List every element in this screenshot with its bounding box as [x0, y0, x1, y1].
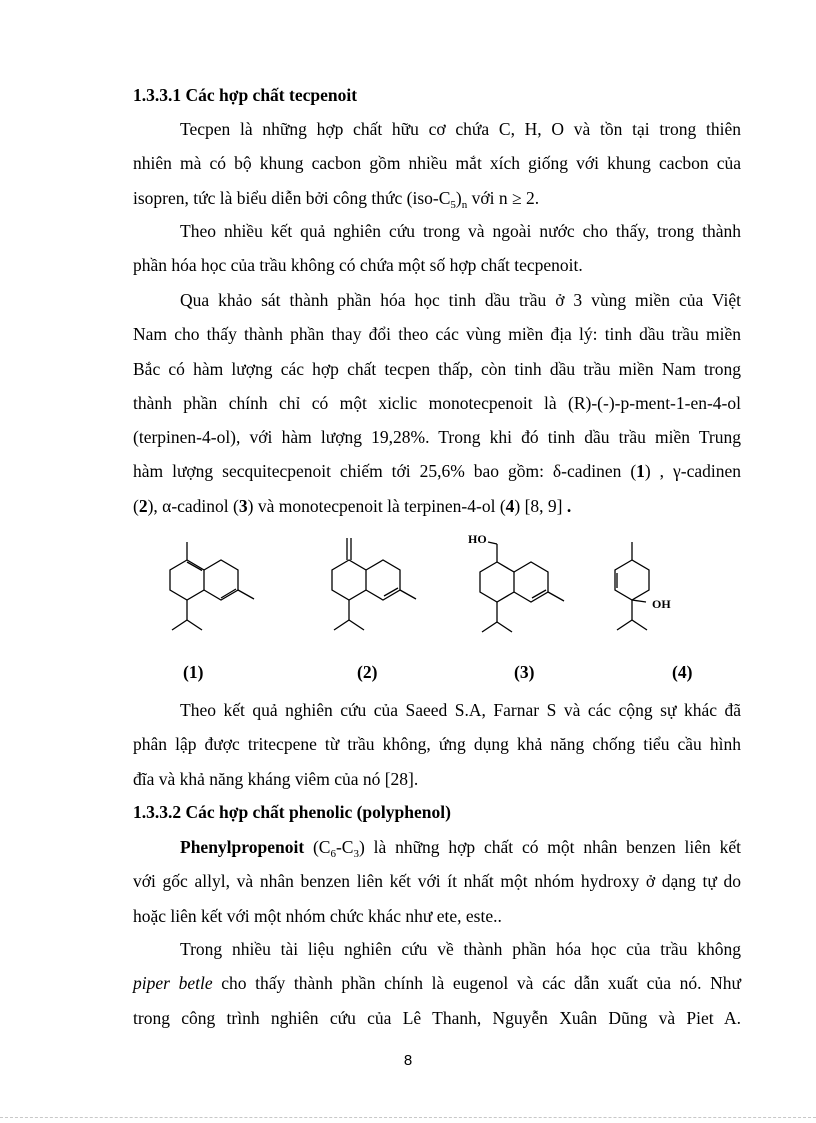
- paragraph-tritecpene: [133, 693, 741, 796]
- text-line: đĩa và khả năng kháng viêm của nó [28].: [133, 768, 419, 789]
- text-line: phần hóa học của trầu không có chứa một số hợp chất tecpenoit.: [133, 255, 583, 276]
- text-line: trong công trình nghiên cứu của Lê Thanh, Nguyễn Xuân Dũng và Piet A.: [133, 1007, 741, 1028]
- text-line: phân lập được tritecpene từ trầu không, ứng dụng khả năng chống tiểu cầu hình: [133, 734, 741, 755]
- text-line: hoặc liên kết với một nhóm chức khác như ete, este..: [133, 905, 502, 926]
- structure-labels: [0, 662, 816, 690]
- section-heading-tecpenoit: 1.3.3.1 Các hợp chất tecpenoit: [133, 85, 358, 105]
- text-line: Theo nhiều kết quả nghiên cứu trong và ngoài nước cho thấy, trong thành: [180, 221, 741, 241]
- text-line: thành phần chính chỉ có một xiclic monotecpenoit là (R)-(-)-p-ment-1-en-4-ol: [133, 392, 741, 413]
- text-line: Theo kết quả nghiên cứu của Saeed S.A, Farnar S và các cộng sự khác đã: [180, 700, 741, 720]
- structure-label: (3): [514, 662, 535, 682]
- text-line: hàm lượng secquitecpenoit chiếm tới 25,6% bao gồm: δ-cadinen (1) , γ-cadinen: [133, 461, 741, 482]
- structure-terpinen-4-ol: [615, 542, 649, 630]
- text-line: piper betle cho thấy thành phần chính là eugenol và các dẫn xuất của nó. Như: [133, 973, 741, 994]
- page-bottom-divider: [0, 1117, 816, 1118]
- paragraph-essential-oil-survey: [133, 283, 741, 523]
- ho-label: HO: [468, 532, 487, 546]
- text-line: Nam cho thấy thành phần thay đổi theo các vùng miền địa lý: tinh dầu trầu miền: [133, 324, 741, 345]
- chemical-structures-figure: [150, 522, 710, 657]
- text-line: Bắc có hàm lượng các hợp chất tecpen thấp, còn tinh dầu trầu miền Nam trong: [133, 358, 741, 379]
- text-line: (terpinen-4-ol), với hàm lượng 19,28%. Trong khi đó tinh dầu trầu miền Trung: [133, 427, 741, 448]
- text-line: Qua khảo sát thành phần hóa học tinh dầu trầu ở 3 vùng miền của Việt: [180, 290, 741, 310]
- section-heading-phenolic: 1.3.3.2 Các hợp chất phenolic (polyphenol): [133, 802, 451, 822]
- text-line: nhiên mà có bộ khung cacbon gồm nhiều mắt xích giống với khung cacbon của: [133, 153, 741, 174]
- structure-label: (4): [672, 662, 693, 682]
- paragraph-phenylpropenoit: [133, 830, 741, 933]
- page-number: 8: [403, 1052, 413, 1069]
- structure-label: (1): [183, 662, 204, 682]
- text-line: (2), α-cadinol (3) và monotecpenoit là terpinen-4-ol (4) [8, 9] .: [133, 495, 572, 516]
- structure-gamma-cadinene: [332, 538, 416, 630]
- paragraph-piper-betle: [133, 932, 741, 1035]
- oh-label: OH: [652, 597, 671, 611]
- structure-delta-cadinene: [170, 542, 254, 630]
- text-line: Tecpen là những hợp chất hữu cơ chứa C, H, O và tồn tại trong thiên: [180, 119, 741, 139]
- text-line: với gốc allyl, và nhân benzen liên kết với ít nhất một nhóm hydroxy ở dạng tự do: [133, 871, 741, 892]
- paragraph-tecpen-definition: [133, 112, 741, 215]
- structure-label: (2): [357, 662, 378, 682]
- text-line: Trong nhiều tài liệu nghiên cứu về thành phần hóa học của trầu không: [180, 939, 741, 959]
- paragraph-research-results: [133, 214, 741, 283]
- text-line: Phenylpropenoit $(C_6-C_3)$ là những hợp chất có một nhân benzen liên kết: [180, 837, 741, 860]
- structure-alpha-cadinol: [480, 542, 564, 632]
- text-line: isopren, tức là biểu diễn bởi công thức $(iso-C_5)_n$ với n ≥ 2.: [133, 187, 540, 211]
